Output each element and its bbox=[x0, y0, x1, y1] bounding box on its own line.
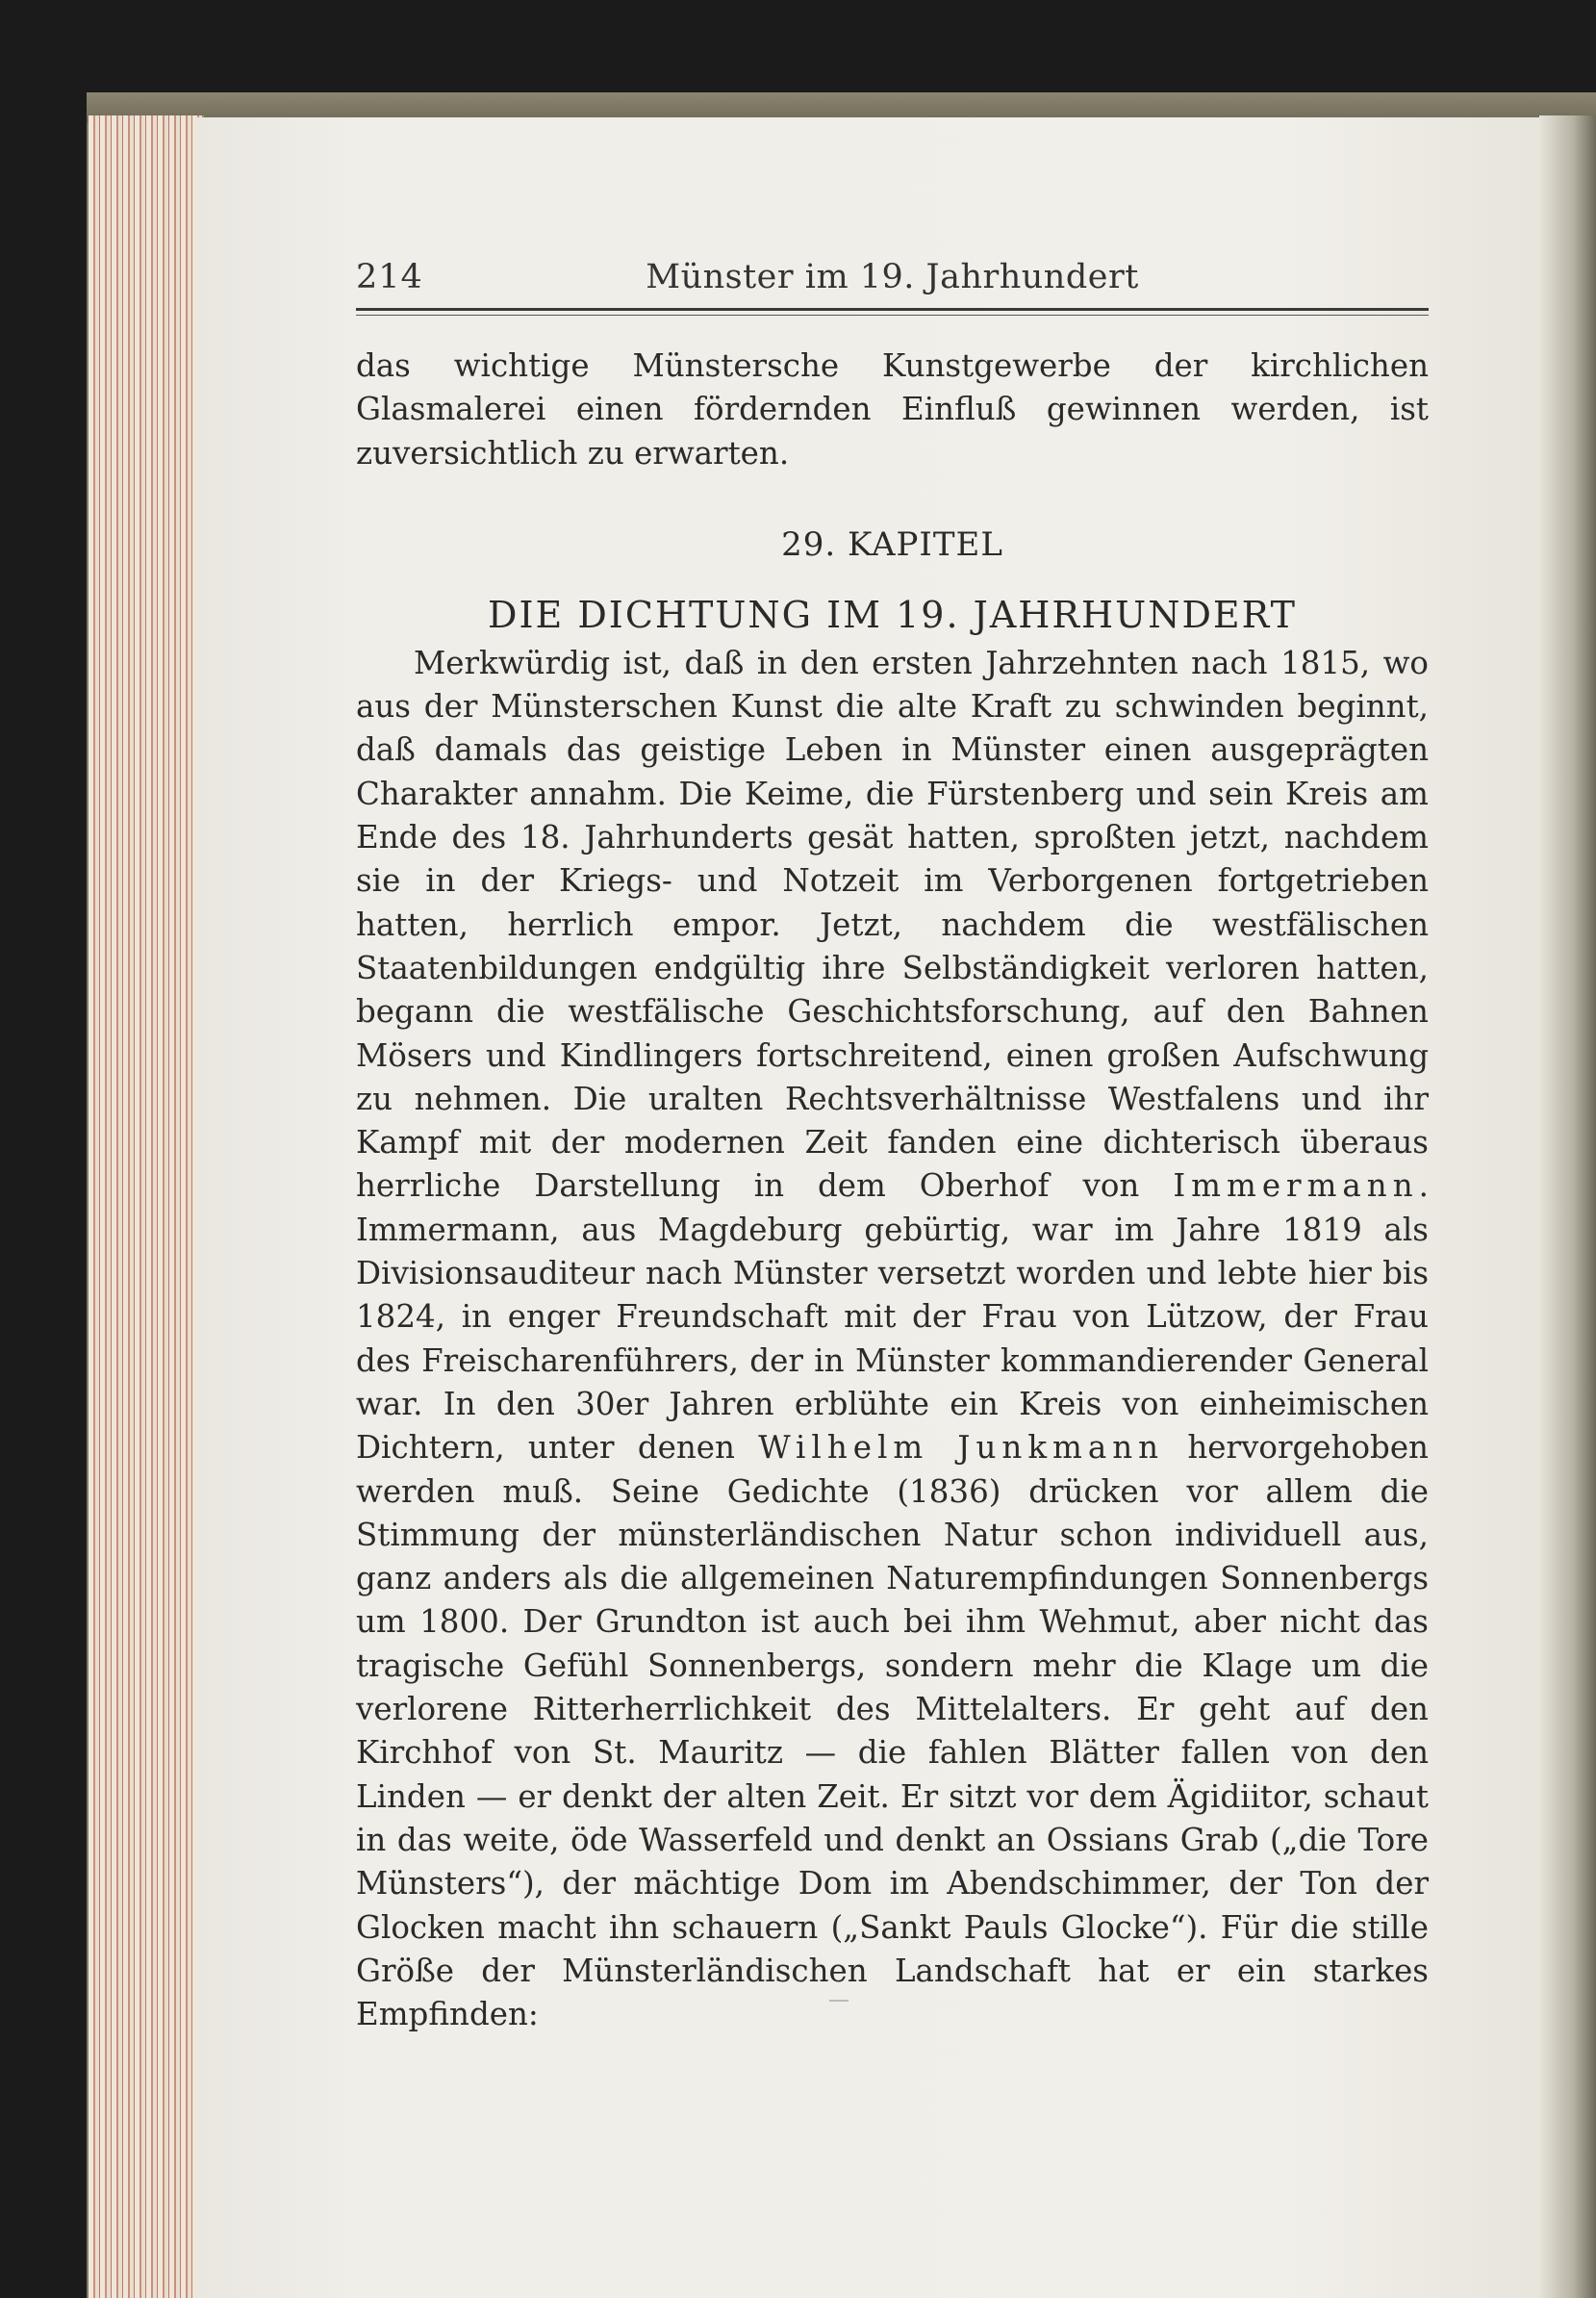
page-stack-edges bbox=[89, 115, 204, 2298]
paragraph-text: . Immermann, aus Magdeburg gebürtig, war im Jahre 1819 als Divisionsauditeur nach Münster versetzt worden und lebte hier bis 1824, in enger Freundschaft mit der Frau von Lützow, der Frau des Freischarenführers, der in Münster kommandierender General war. In den 30er Jahren erblühte ein Kreis von einheimischen Dichtern, unter denen bbox=[356, 1167, 1429, 1467]
page-number: 214 bbox=[356, 258, 423, 296]
printer-mark bbox=[829, 2000, 849, 2002]
gutter-shadow bbox=[1539, 115, 1596, 2298]
text-block bbox=[356, 345, 1429, 2036]
paragraph-text: hervorgehoben werden muß. Seine Gedichte (1836) drücken vor allem die Stimmung der münsterländischen Natur schon individuell aus, ganz anders als die allgemeinen Naturempfindungen Sonnenbergs um 1800. Der Grundton ist auch bei ihm Wehmut, aber nicht das tragische Gefühl Sonnenbergs, sondern mehr die Klage um die verlorene Ritterherrlichkeit des Mittelalters. Er geht auf den Kirchhof von St. Mauritz — die fahlen Blätter fallen von den Linden — er denkt der alten Zeit. Er sitzt vor dem Ägidiitor, schaut in das weite, öde Wasserfeld und denkt an Ossians Grab („die Tore Münsters“), der mächtige Dom im Abendschimmer, der Ton der Glocken macht ihn schauern („Sankt Pauls Glocke“). Für die stille Größe der Münsterländischen Landschaft hat er ein starkes Empfinden: bbox=[356, 1429, 1429, 2033]
paragraph-continuation: das wichtige Münstersche Kunstgewerbe der kirchlichen Glasmalerei einen fördernden Einfluß gewinnen werden, ist zuversichtlich zu erwarten. bbox=[356, 347, 1429, 472]
header-rule bbox=[356, 308, 1429, 311]
header-rule-thin bbox=[356, 315, 1429, 316]
paragraph-body bbox=[356, 642, 1429, 2037]
spaced-name: Wilhelm Junkmann bbox=[758, 1429, 1165, 1467]
spaced-name: Immermann bbox=[1173, 1167, 1419, 1205]
chapter-title: DIE DICHTUNG IM 19. JAHRHUNDERT bbox=[488, 593, 1297, 636]
chapter-number: 29. KAPITEL bbox=[781, 524, 1003, 564]
running-head bbox=[356, 258, 1429, 306]
paragraph-text: Merkwürdig ist, daß in den ersten Jahrzehnten nach 1815, wo aus der Münsterschen Kunst die alte Kraft zu schwinden beginnt, daß damals das geistige Leben in Münster einen ausgeprägten Charakter annahm. Die Keime, die Fürstenberg und sein Kreis am Ende des 18. Jahrhunderts gesät hatten, sproßten jetzt, nachdem sie in der Kriegs- und Notzeit im Verborgenen fortgetrieben hatten, herrlich empor. Jetzt, nachdem die westfälischen Staatenbildungen endgültig ihre Selbständigkeit verloren hatten, begann die westfälische Geschichtsforschung, auf den Bahnen Mösers und Kindlingers fortschreitend, einen großen Aufschwung zu nehmen. Die uralten Rechtsverhältnisse Westfalens und ihr Kampf mit der modernen Zeit fanden eine dichterisch überaus herrliche Darstellung in dem Oberhof von bbox=[356, 644, 1429, 1205]
running-title: Münster im 19. Jahrhundert bbox=[646, 258, 1139, 296]
